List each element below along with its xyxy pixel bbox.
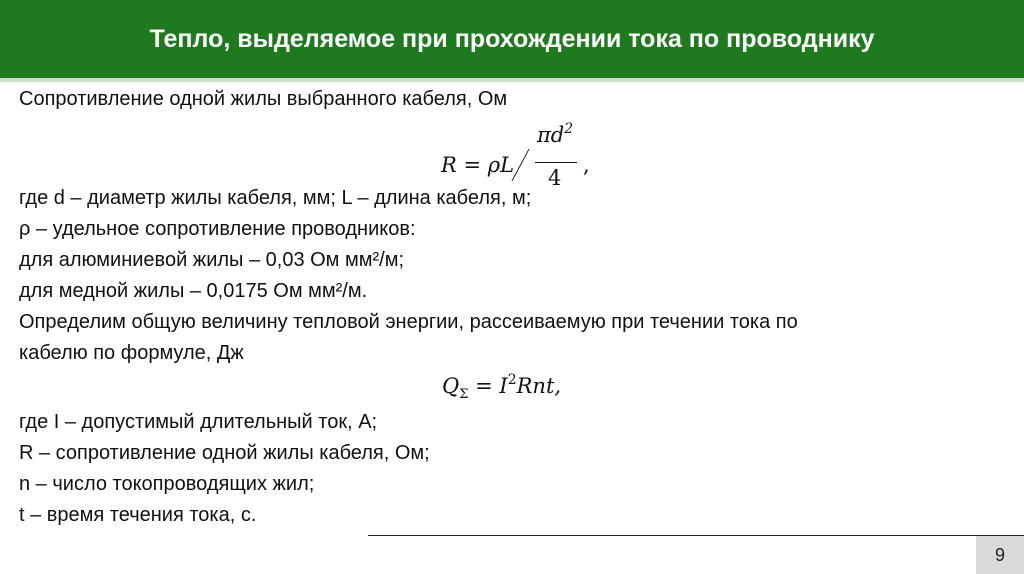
resistance-formula (19, 115, 1009, 190)
heat-rest: Rnt, (516, 374, 562, 398)
text-line-where-d: где d – диаметр жилы кабеля, мм; L – длина кабеля, м; (19, 187, 532, 209)
text-line-copper: для медной жилы – 0,0175 Ом мм²/м. (19, 280, 368, 302)
text-line-rho: ρ – удельное сопротивление проводников: (19, 218, 416, 240)
text-line-aluminium: для алюминиевой жилы – 0,03 Ом мм²/м; (19, 249, 405, 271)
formula-numerator (537, 120, 573, 151)
numerator-text: πd (537, 123, 565, 147)
slide-title: Тепло, выделяемое при прохождении тока по проводнику (149, 24, 875, 53)
formula-denominator: 4 (548, 166, 562, 190)
slide-title-bar (0, 0, 1024, 82)
heat-q: Q (442, 374, 460, 398)
heat-i-exponent: 2 (507, 372, 517, 388)
formula-comma: , (583, 153, 590, 177)
slide-body (19, 84, 1009, 531)
formula-lhs: R = ρL (441, 153, 515, 177)
text-line-formula-ref: кабелю по формуле, Дж (19, 342, 244, 364)
heat-i: I (499, 374, 508, 398)
footer-divider (368, 535, 1024, 536)
heat-formula (19, 369, 1009, 407)
text-line-current: где I – допустимый длительный ток, А; (19, 411, 378, 433)
page-number: 9 (976, 536, 1024, 574)
numerator-exponent: 2 (564, 121, 574, 137)
text-line-time: t – время течения тока, с. (19, 504, 257, 526)
text-line-cores: n – число токопроводящих жил; (19, 473, 315, 495)
heat-q-subscript: Σ (459, 387, 469, 402)
heat-equals: = (475, 374, 500, 398)
text-line-resistance-intro: Сопротивление одной жилы выбранного кабеля, Ом (19, 88, 508, 110)
text-line-heat-intro: Определим общую величину тепловой энергии, рассеиваемую при течении тока по (19, 311, 798, 333)
text-line-resistance: R – сопротивление одной жилы кабеля, Ом; (19, 442, 430, 464)
formula-slash (511, 149, 530, 181)
